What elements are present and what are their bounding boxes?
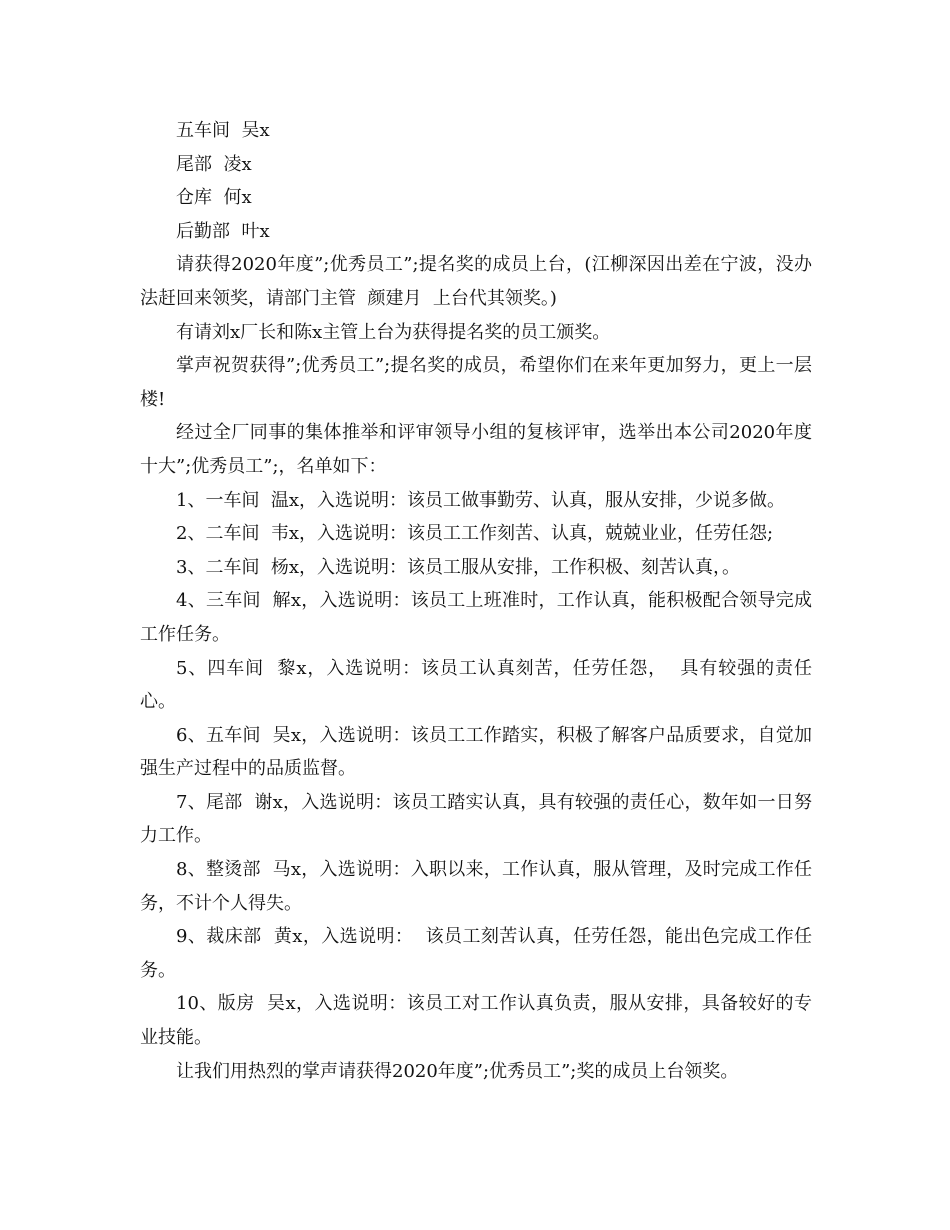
document-body — [140, 114, 812, 1088]
paragraph-logistics: 后勤部 叶x — [176, 220, 270, 242]
paragraph-nominee-invite: 请获得2020年度”;优秀员工”;提名奖的成员上台，(江柳深因出差在宁波，没办法赶回来领奖，请部门主管 颜建月 上台代其领奖。) — [140, 254, 812, 309]
list-item-6: 6、五车间 吴x，入选说明：该员工工作踏实，积极了解客户品质要求，自觉加强生产过程中的品质监督。 — [140, 724, 812, 780]
paragraph-presenters: 有请刘x厂长和陈x主管上台为获得提名奖的员工颁奖。 — [176, 321, 611, 343]
list-item-2: 2、二车间 韦x，入选说明：该员工工作刻苦、认真，兢兢业业，任劳任怨; — [176, 523, 774, 545]
paragraph-warehouse: 仓库 何x — [176, 187, 252, 209]
list-item-8: 8、整烫部 马x，入选说明：入职以来，工作认真，服从管理，及时完成工作任务，不计个人得失。 — [140, 859, 812, 914]
list-item-9: 9、裁床部 黄x，入选说明： 该员工刻苦认真，任劳任怨，能出色完成工作任务。 — [140, 926, 812, 981]
list-item-1: 1、一车间 温x，入选说明：该员工做事勤劳、认真，服从安排，少说多做。 — [176, 489, 786, 511]
paragraph-closing: 让我们用热烈的掌声请获得2020年度”;优秀员工”;奖的成员上台领奖。 — [176, 1060, 739, 1082]
paragraph-tail-dept: 尾部 凌x — [176, 153, 252, 175]
list-item-3: 3、二车间 杨x，入选说明：该员工服从安排，工作积极、刻苦认真，。 — [176, 556, 741, 578]
paragraph-congratulations: 掌声祝贺获得”;优秀员工”;提名奖的成员，希望你们在来年更加努力，更上一层楼! — [140, 355, 812, 410]
paragraph-selection-intro: 经过全厂同事的集体推举和评审领导小组的复核评审，选举出本公司2020年度十大”;优秀员工”;，名单如下： — [140, 422, 812, 477]
list-item-4: 4、三车间 解x，入选说明：该员工上班准时，工作认真，能积极配合领导完成工作任务。 — [140, 590, 812, 645]
paragraph-workshop-5: 五车间 吴x — [176, 120, 270, 141]
list-item-5: 5、四车间 黎x，入选说明：该员工认真刻苦，任劳任怨， 具有较强的责任心。 — [140, 657, 812, 713]
list-item-10: 10、版房 吴x，入选说明：该员工对工作认真负责，服从安排，具备较好的专业技能。 — [140, 993, 812, 1049]
list-item-7: 7、尾部 谢x，入选说明：该员工踏实认真，具有较强的责任心，数年如一日努力工作。 — [140, 791, 812, 847]
